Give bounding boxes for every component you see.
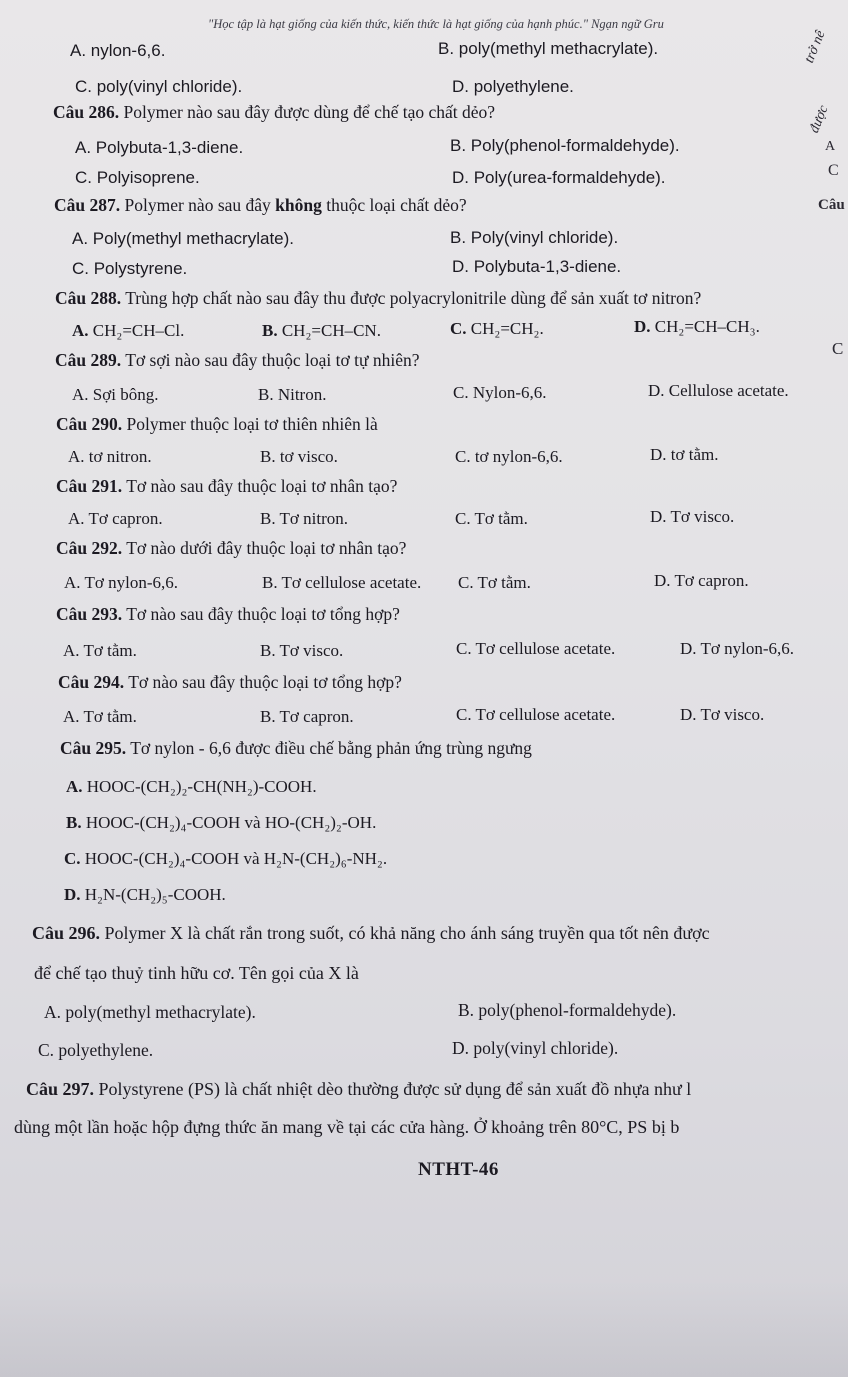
option-formula: H₂N-(CH₂)₅-COOH. — [84, 885, 226, 904]
question-293 — [56, 606, 400, 624]
question-label: Câu 297. — [26, 1079, 95, 1099]
option-letter: A. — [66, 777, 83, 796]
q296-option-d: D. poly(vinyl chloride). — [452, 1038, 619, 1058]
q295-option-b — [66, 814, 376, 831]
question-288 — [55, 290, 701, 308]
prev-option-c: C. poly(vinyl chloride). — [75, 77, 243, 96]
question-text: Tơ sợi nào sau đây thuộc loại tơ tự nhiên? — [125, 350, 420, 370]
option-formula: CH₂=CH–Cl. — [92, 321, 185, 340]
question-text-after: thuộc loại chất dẻo? — [326, 195, 467, 215]
q292-option-d: D. Tơ capron. — [654, 571, 749, 590]
margin-note-2: được — [807, 103, 832, 136]
question-label: Câu 296. — [32, 923, 101, 943]
page-footer-code: NTHT-46 — [418, 1159, 499, 1180]
q290-option-d: D. tơ tằm. — [650, 445, 719, 464]
question-291 — [56, 478, 397, 496]
question-text: Tơ nào sau đây thuộc loại tơ nhân tạo? — [126, 476, 398, 496]
q291-option-a: A. Tơ capron. — [68, 509, 163, 528]
margin-note-1: trở nê — [802, 28, 829, 66]
q290-option-c: C. tơ nylon-6,6. — [455, 447, 563, 466]
q292-option-b: B. Tơ cellulose acetate. — [262, 573, 422, 592]
q295-option-a — [66, 778, 317, 795]
q288-option-b — [262, 322, 381, 339]
option-formula: HOOC-(CH₂)₄-COOH và HO-(CH₂)₂-OH. — [85, 813, 377, 832]
question-text-line1: Polymer X là chất rắn trong suốt, có khả năng cho ánh sáng truyền qua tốt nên được — [104, 923, 710, 943]
option-formula: HOOC-(CH₂)₂-CH(NH₂)-COOH. — [86, 777, 317, 796]
question-text-emphasis: không — [275, 195, 322, 215]
question-text-line1: Polystyrene (PS) là chất nhiệt dèo thường được sử dụng để sản xuất đồ nhựa như l — [98, 1079, 692, 1099]
question-text: Polymer nào sau đây được dùng để chế tạo chất dẻo? — [123, 102, 496, 122]
question-text: Tơ nào sau đây thuộc loại tơ tổng hợp? — [128, 672, 402, 692]
q286-option-a: A. Polybuta-1,3-diene. — [75, 138, 244, 157]
q294-option-a: A. Tơ tằm. — [63, 707, 137, 726]
q286-option-b: B. Poly(phenol-formaldehyde). — [450, 136, 680, 155]
q287-option-a: A. Poly(methyl methacrylate). — [72, 229, 295, 248]
question-label: Câu 295. — [60, 738, 127, 758]
q289-option-c: C. Nylon-6,6. — [453, 383, 547, 402]
question-label: Câu 288. — [55, 288, 122, 308]
question-296 — [32, 924, 710, 942]
option-formula: HOOC-(CH₂)₄-COOH và H₂N-(CH₂)₆-NH₂. — [84, 849, 388, 868]
q296-option-b: B. poly(phenol-formaldehyde). — [458, 1000, 677, 1020]
question-text: Tơ nylon - 6,6 được điều chế bằng phản ứng trùng ngưng — [130, 738, 532, 758]
prev-option-b: B. poly(methyl methacrylate). — [438, 39, 659, 58]
question-287 — [54, 197, 467, 215]
q292-option-a: A. Tơ nylon-6,6. — [64, 573, 178, 592]
option-formula: CH₂=CH–CN. — [281, 321, 381, 340]
question-label: Câu 293. — [56, 604, 123, 624]
option-letter: C. — [64, 849, 81, 868]
q293-option-d: D. Tơ nylon-6,6. — [680, 639, 794, 658]
margin-note-5: Câu — [818, 197, 845, 213]
option-letter: D. — [634, 317, 651, 336]
q288-option-d — [634, 318, 760, 335]
question-label: Câu 287. — [54, 195, 121, 215]
question-label: Câu 290. — [56, 414, 123, 434]
question-290 — [56, 416, 378, 434]
question-label: Câu 289. — [55, 350, 122, 370]
question-294 — [58, 674, 402, 692]
question-292 — [56, 540, 406, 558]
q294-option-d: D. Tơ visco. — [680, 705, 765, 724]
q296-option-c: C. polyethylene. — [38, 1040, 154, 1060]
option-letter: B. — [66, 813, 82, 832]
margin-note-3: A — [825, 139, 836, 154]
q288-option-c — [450, 320, 544, 337]
prev-option-d: D. polyethylene. — [452, 77, 574, 96]
question-text: Tơ nào dưới đây thuộc loại tơ nhân tạo? — [126, 538, 407, 558]
option-letter: B. — [262, 321, 278, 340]
q287-option-b: B. Poly(vinyl chloride). — [450, 228, 619, 247]
q293-option-b: B. Tơ visco. — [260, 641, 344, 660]
margin-note-6: C — [832, 339, 844, 358]
q296-option-a: A. poly(methyl methacrylate). — [44, 1002, 256, 1022]
question-297 — [26, 1080, 691, 1098]
question-295 — [60, 740, 532, 758]
q294-option-c: C. Tơ cellulose acetate. — [456, 705, 616, 724]
header-quote: "Học tập là hạt giống của kiến thức, kiến thức là hạt giống của hạnh phúc." Ngạn ngữ Gru — [208, 17, 664, 31]
question-289 — [55, 352, 420, 370]
option-letter: D. — [64, 885, 81, 904]
question-297-line2: dùng một lần hoặc hộp đựng thức ăn mang về tại các cửa hàng. Ở khoảng trên 80°C, PS bị b — [14, 1117, 680, 1137]
q290-option-a: A. tơ nitron. — [68, 447, 152, 466]
page-shadow — [0, 1280, 848, 1377]
question-text-before: Polymer nào sau đây — [124, 195, 271, 215]
question-label: Câu 291. — [56, 476, 123, 496]
q290-option-b: B. tơ visco. — [260, 447, 338, 466]
q286-option-d: D. Poly(urea-formaldehyde). — [452, 168, 666, 187]
question-text: Polymer thuộc loại tơ thiên nhiên là — [126, 414, 378, 434]
question-label: Câu 292. — [56, 538, 123, 558]
q287-option-d: D. Polybuta-1,3-diene. — [452, 257, 622, 276]
option-letter: A. — [72, 321, 89, 340]
q293-option-c: C. Tơ cellulose acetate. — [456, 639, 616, 658]
margin-note-4: C — [828, 162, 839, 179]
question-label: Câu 294. — [58, 672, 125, 692]
q288-option-a — [72, 322, 184, 339]
option-formula: CH₂=CH₂. — [470, 319, 544, 338]
question-286 — [53, 104, 495, 122]
question-296-line2: để chế tạo thuỷ tinh hữu cơ. Tên gọi của X là — [34, 963, 359, 983]
q291-option-c: C. Tơ tằm. — [455, 509, 528, 528]
prev-option-a: A. nylon-6,6. — [70, 41, 166, 60]
option-formula: CH₂=CH–CH₃. — [654, 317, 760, 336]
q286-option-c: C. Polyisoprene. — [75, 168, 200, 187]
question-text: Trùng hợp chất nào sau đây thu được polyacrylonitrile dùng để sản xuất tơ nitron? — [125, 288, 702, 308]
option-letter: C. — [450, 319, 467, 338]
question-label: Câu 286. — [53, 102, 120, 122]
q289-option-b: B. Nitron. — [258, 385, 327, 404]
q295-option-d — [64, 886, 226, 903]
question-text: Tơ nào sau đây thuộc loại tơ tổng hợp? — [126, 604, 400, 624]
q295-option-c — [64, 850, 387, 867]
q294-option-b: B. Tơ capron. — [260, 707, 354, 726]
q287-option-c: C. Polystyrene. — [72, 259, 188, 278]
q291-option-d: D. Tơ visco. — [650, 507, 735, 526]
q292-option-c: C. Tơ tằm. — [458, 573, 531, 592]
q289-option-d: D. Cellulose acetate. — [648, 381, 789, 400]
q289-option-a: A. Sợi bông. — [72, 385, 159, 404]
q293-option-a: A. Tơ tằm. — [63, 641, 137, 660]
q291-option-b: B. Tơ nitron. — [260, 509, 349, 528]
